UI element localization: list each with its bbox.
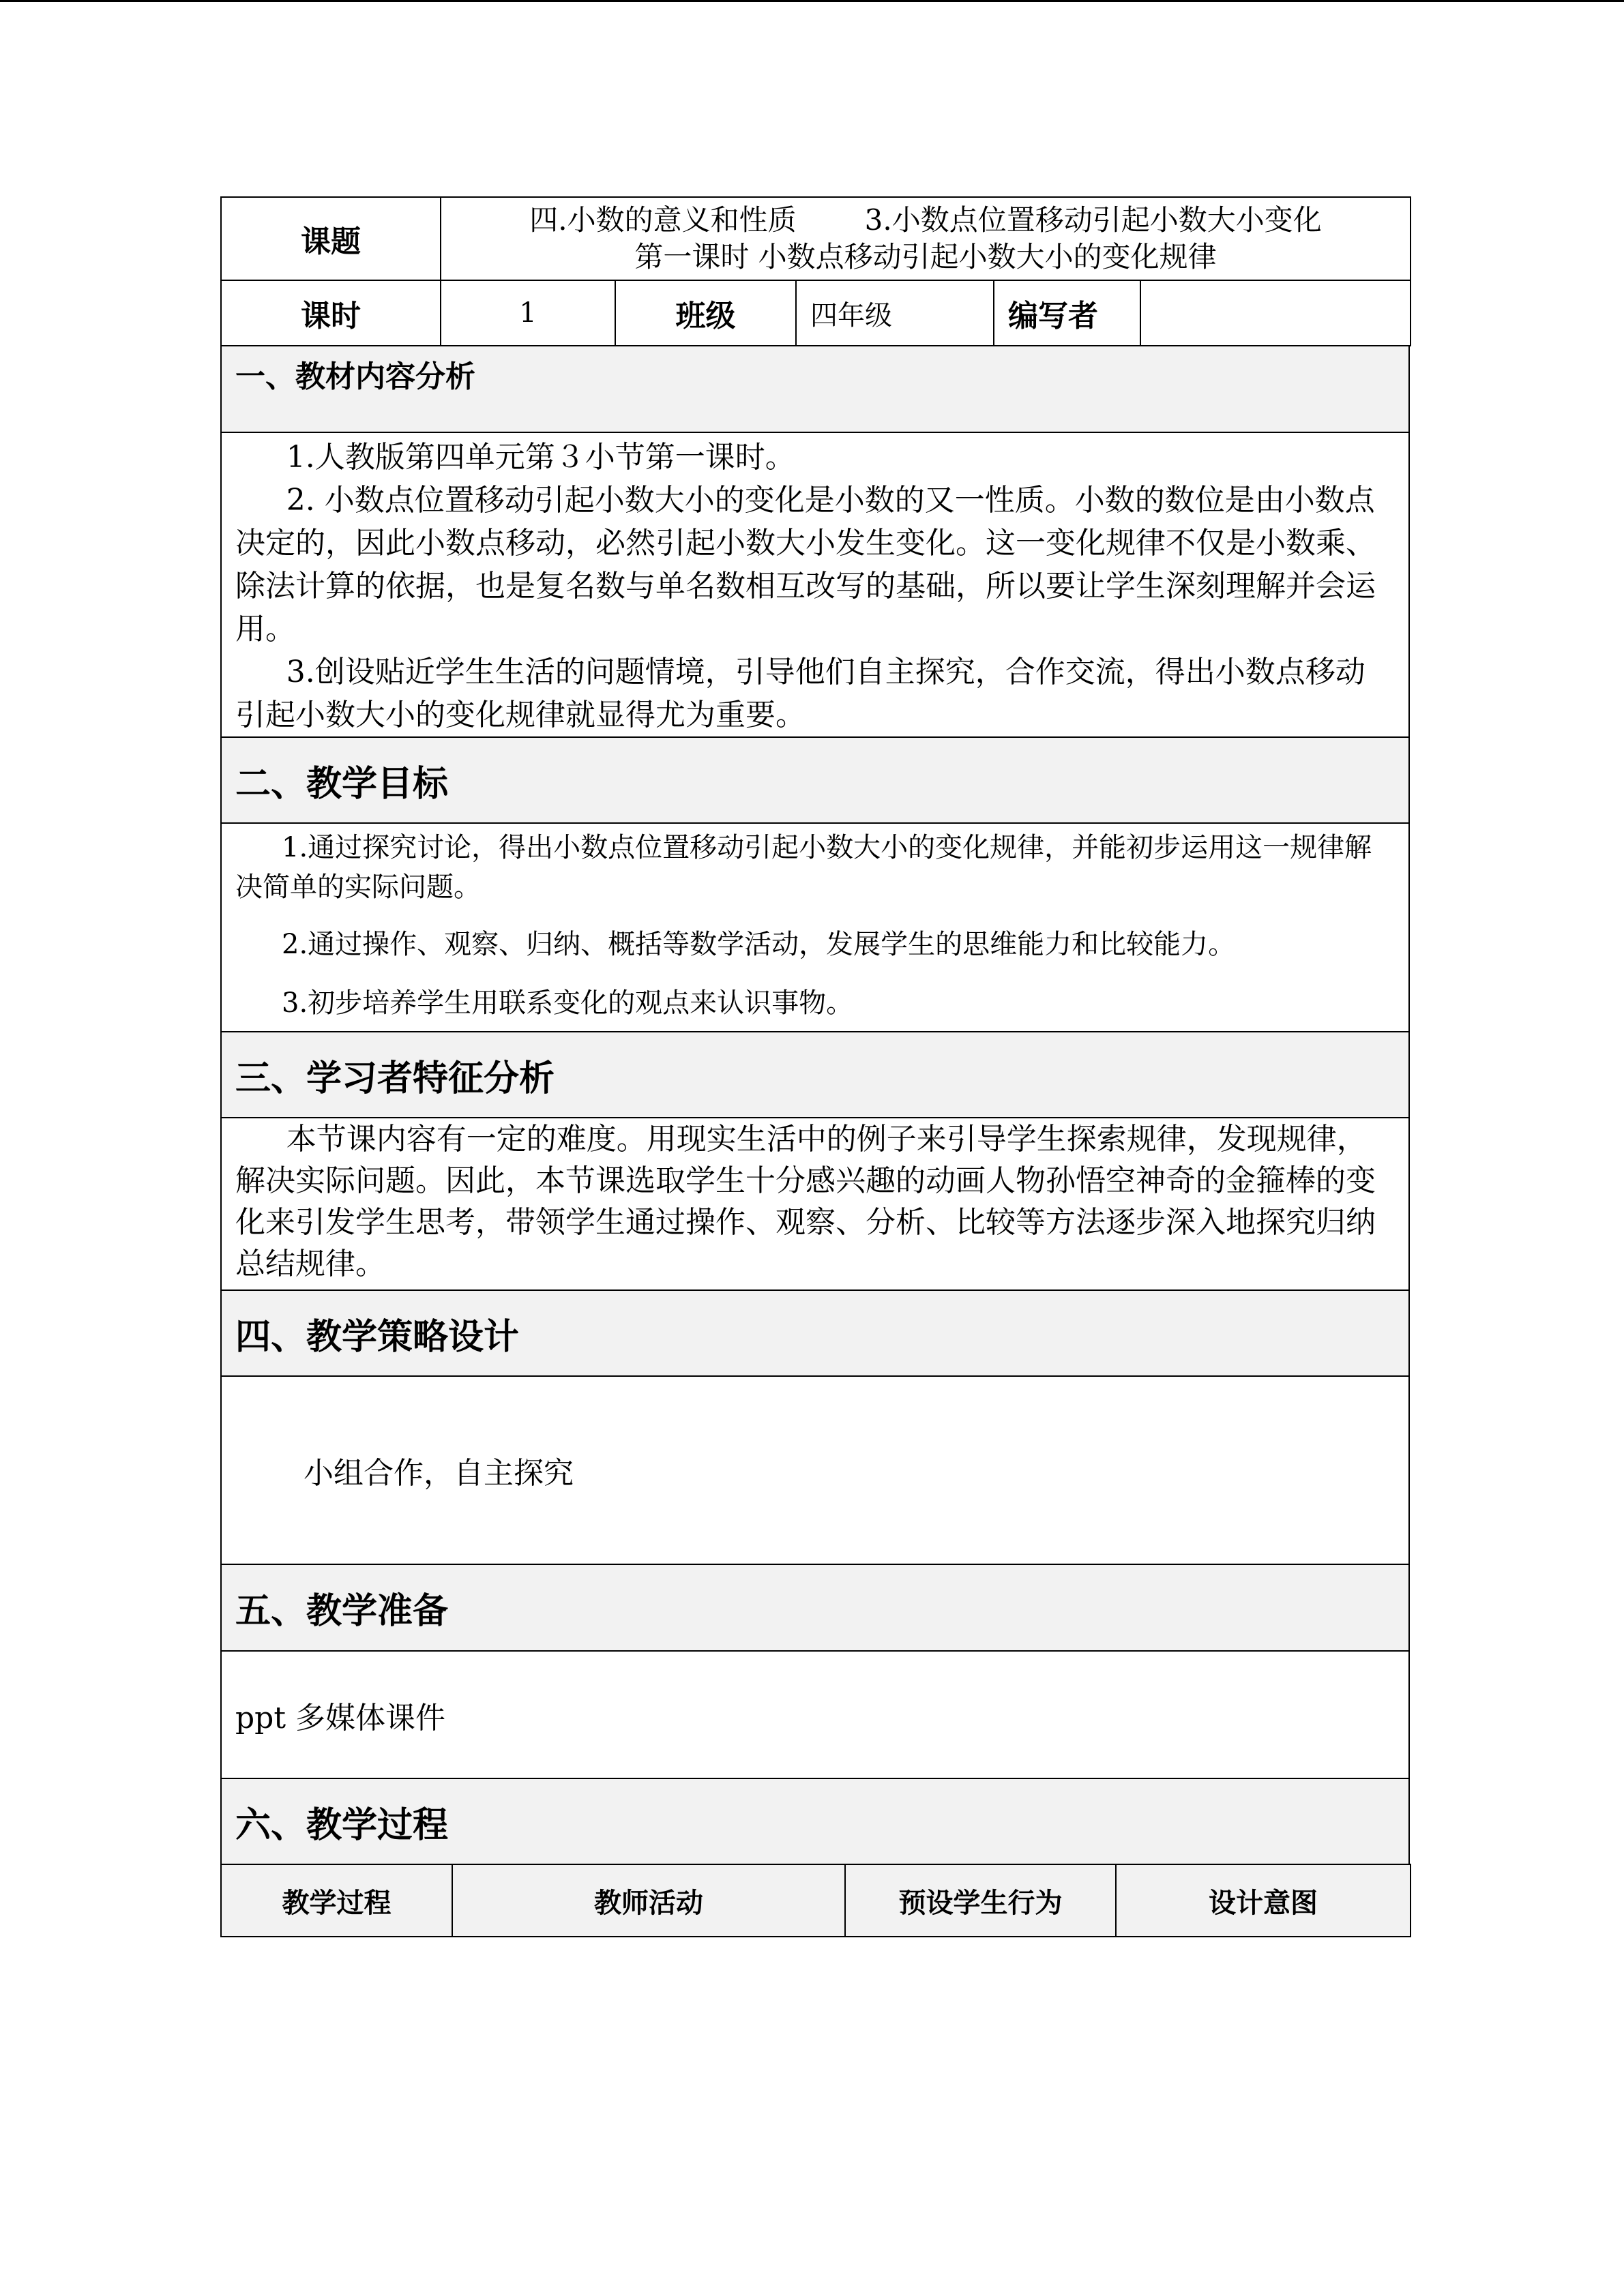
topic-unit: 四.小数的意义和性质 — [529, 203, 797, 237]
section-1-paragraph-2: 2. 小数点位置移动引起小数大小的变化是小数的又一性质。小数的数位是由小数点决定的，因此小数点移动，必然引起小数大小发生变化。这一变化规律不仅是小数乘、除法计算的依据，也是复名数与单名数相互改写的基础，所以要让学生深刻理解并会运用。 — [235, 483, 1376, 646]
class-value: 四年级 — [796, 280, 994, 346]
section-2-paragraph-2: 2.通过操作、观察、归纳、概括等数学活动，发展学生的思维能力和比较能力。 — [282, 929, 1236, 960]
hours-value: 1 — [441, 280, 615, 346]
process-header-stage: 教学过程 — [221, 1864, 452, 1937]
section-5-content: ppt 多媒体课件 — [221, 1651, 1409, 1778]
section-4-title: 四、教学策略设计 — [221, 1290, 1409, 1376]
section-1-paragraph-3: 3.创设贴近学生生活的问题情境，引导他们自主探究，合作交流，得出小数点移动引起小数大小的变化规律就显得尤为重要。 — [235, 655, 1365, 732]
topic-value — [441, 197, 1411, 280]
lesson-plan-header-table — [220, 196, 1411, 346]
section-2-paragraph-3: 3.初步培养学生用联系变化的观点来认识事物。 — [282, 987, 854, 1019]
author-label: 编写者 — [994, 280, 1140, 346]
page-top-border — [0, 0, 1624, 2]
hours-label: 课时 — [221, 280, 441, 346]
section-4-content: 小组合作，自主探究 — [221, 1376, 1409, 1564]
section-1-content — [221, 432, 1409, 737]
section-3-content: 本节课内容有一定的难度。用现实生活中的例子来引导学生探索规律，发现规律，解决实际问题。因此，本节课选取学生十分感兴趣的动画人物孙悟空神奇的金箍棒的变化来引发学生思考，带领学生通过操作、观察、分析、比较等方法逐步深入地探究归纳总结规律。 — [221, 1118, 1409, 1290]
topic-lesson: 第一课时 小数点移动引起小数大小的变化规律 — [634, 240, 1217, 273]
process-header-intent: 设计意图 — [1116, 1864, 1411, 1937]
section-5-title: 五、教学准备 — [221, 1564, 1409, 1651]
lesson-plan-sections-table — [220, 345, 1410, 1865]
lesson-plan-document — [220, 196, 1410, 1937]
topic-section: 3.小数点位置移动引起小数大小变化 — [864, 203, 1322, 237]
topic-label: 课题 — [221, 197, 441, 280]
section-1-paragraph-1: 1.人教版第四单元第３小节第一课时。 — [286, 440, 795, 475]
process-header-student: 预设学生行为 — [845, 1864, 1116, 1937]
class-label: 班级 — [615, 280, 796, 346]
teaching-process-table — [220, 1864, 1411, 1937]
section-2-content — [221, 823, 1409, 1032]
author-value — [1140, 280, 1411, 346]
section-3-title: 三、学习者特征分析 — [221, 1032, 1409, 1118]
section-2-title: 二、教学目标 — [221, 737, 1409, 823]
section-6-title: 六、教学过程 — [221, 1778, 1409, 1864]
process-header-teacher: 教师活动 — [452, 1864, 845, 1937]
section-1-title: 一、教材内容分析 — [221, 346, 1409, 432]
section-2-paragraph-1: 1.通过探究讨论，得出小数点位置移动引起小数大小的变化规律，并能初步运用这一规律解决简单的实际问题。 — [235, 832, 1372, 903]
